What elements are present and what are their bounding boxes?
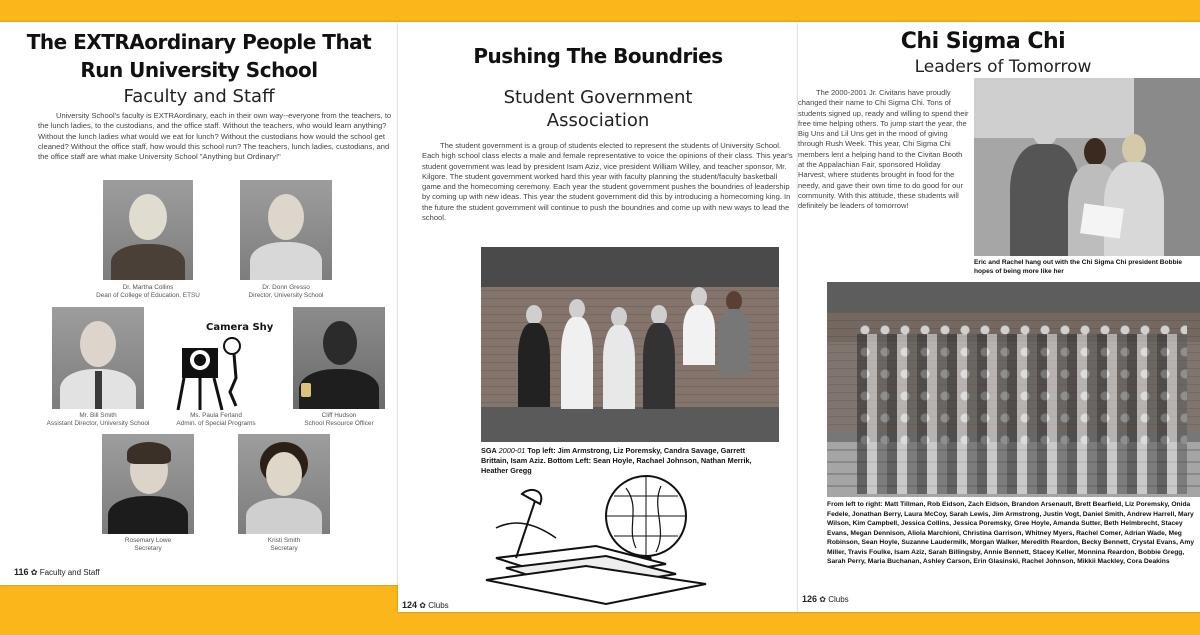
staff-name: Cliff Hudson (321, 412, 357, 419)
page-footer (402, 600, 449, 610)
staff-name: Dr. Martha Collins (122, 284, 174, 291)
staff-role: Admin. of Special Programs (176, 420, 256, 427)
staff-role: Secretary (270, 545, 298, 552)
staff-portrait-hudson (293, 307, 385, 409)
page-subtitle: Faculty and Staff (123, 86, 275, 107)
intro-paragraph: The student government is a group of students elected to represent the students of University School. Each high school class elects a male and female representative to voice the opinions of their class. This year's student government was lead by president Isam Aziz, vice president William Willey, and teacher sponsor, Mr. Kilgore. The student government worked hard this year with faculty planning the student/faculty basketball game and the homecoming ceremony. Each year the student government pushes the boundries of leadership by coming up with new ideas. This year the student government did this by introducing a homecoming king. In the future the student government will continue to push the boundries and come up with new ways to lead the school. (422, 141, 793, 223)
yearbook-page-faculty (0, 22, 398, 585)
staff-role: Director, University School (248, 292, 324, 299)
camera-shy-label: Camera Shy (206, 322, 274, 333)
staff-role: Assistant Director, University School (46, 420, 150, 427)
staff-role: Secretary (134, 545, 162, 552)
intro-paragraph: The 2000-2001 Jr. Civitans have proudly changed their name to Chi Sigma Chi. Tons of students signed up, ready and willing to spend their free time helping others. To jump start the year, the Big Uns and Lil Uns get in the mood of giving through Rush Week. This year, Chi Sigma Chi members lent a helping hand to the Civitan Booth at the Appalachian Fair, sponsored Holiday Harvest, where students brought in food for the needy, and gave their own time to do good for our community. With this attitude, these students will definitely be leaders of tomorrow! (798, 88, 969, 211)
staff-name: Mr. Bill Smith (79, 412, 117, 419)
staff-name: Rosemary Lowe (124, 537, 172, 544)
yearbook-page-sga (398, 22, 798, 612)
caption-year: 2000-01 (498, 446, 526, 455)
page-title: Pushing The Boundries (473, 44, 723, 68)
staff-portrait-collins (103, 180, 193, 280)
page-title-line2: Run University School (80, 58, 318, 82)
section-label: Clubs (428, 601, 449, 610)
club-group-photo (827, 282, 1200, 497)
page-subtitle-line2: Association (546, 110, 650, 131)
swirl-icon: ✿ (419, 601, 426, 610)
staff-name: Dr. Donn Gresso (262, 284, 310, 291)
page-title-line1: The EXTRAordinary People That (26, 30, 372, 54)
staff-role: School Resource Officer (304, 420, 374, 427)
swirl-icon: ✿ (30, 568, 38, 577)
yearbook-page-chi-sigma-chi (798, 22, 1200, 612)
caption-label: SGA (481, 446, 497, 455)
caption-text: Top left: Jim Armstrong, Liz Poremsky, Candra Savage, Garrett Brittain, Isam Aziz. Bottom Left: Sean Hoyle, Rachael Johnson, Nathan Merrik, Heather Gregg (481, 446, 752, 475)
staff-portrait-gresso (240, 180, 332, 280)
staff-name: Ms. Paula Ferland (190, 412, 242, 419)
staff-name: Kristi Smith (267, 537, 301, 544)
page-subtitle-line1: Student Government (503, 87, 693, 108)
page-footer (14, 567, 100, 577)
staff-role: Dean of College of Education, ETSU (96, 292, 200, 299)
page-title: Chi Sigma Chi (900, 29, 1066, 54)
books-globe-illustration (476, 468, 736, 608)
group-caption: From left to right: Matt Tillman, Rob Eidson, Zach Eidson, Brandon Arsenault, Brett Bearfield, Liz Poremsky, Onida Fedele, Jonathan Berry, Laura McCoy, Sarah Lewis, Jim Armstrong, Justin Vogt, Daniel Smith, Andrew Harrell, Mary Wilson, Kim Campbell, Jessica Collins, Jessica Poremsky, Gree Hoyle, Amanda Sutter, Beth Helmbrecht, Stacey Evans, Megan Dennison, Aliola Marchioni, Christina Garrison, Whitney Myers, Rachel Comer, Adrian Wade, Meg Robinson, Sean Hoyle, Suzanne Laudermilk, Morgan Walker, Meredith Reardon, Becky Bennett, Crystal Evans, Amy Miller, Travis Foulke, Isam Aziz, Sarah Billingsby, Annie Bennett, Stacey Keller, Monnina Reardon, Bobbie Gregg, Sarah Perry, Maria Buchanan, Ashley Carson, Erin Glasinski, Rachel Johnson, Mikkii Mackley, Cora Deakins (827, 501, 1195, 565)
page-subtitle: Leaders of Tomorrow (914, 57, 1092, 77)
featured-photo-caption: Eric and Rachel hang out with the Chi Sigma Chi president Bobbie hopes of being more like her (974, 259, 1183, 275)
swirl-icon: ✿ (819, 595, 826, 604)
featured-photo (974, 78, 1200, 256)
page-number: 116 (14, 567, 29, 577)
section-label: Faculty and Staff (39, 568, 100, 577)
staff-portrait-lowe (102, 434, 194, 534)
intro-paragraph: University School's faculty is EXTRAordinary, each in their own way--everyone from the teachers, to the lunch ladies, to the custodians, and the office staff. Without the teachers, who would learn anything? Without the lunch ladies what would we eat for lunch? Without the custodians how would the school get cleaned? Without the office staff, how would this school run? The teachers, lunch ladies, custodians, and the office staff are what make University School "Anything but Ordinary!" (38, 111, 392, 162)
sga-group-photo (481, 247, 779, 442)
page-footer (802, 594, 849, 604)
camera-shy-illustration (174, 320, 254, 412)
page-number: 126 (802, 594, 818, 604)
staff-portrait-smith (52, 307, 144, 409)
staff-portrait-ksmith (238, 434, 330, 534)
section-label: Clubs (828, 595, 849, 604)
page-number: 124 (402, 600, 418, 610)
